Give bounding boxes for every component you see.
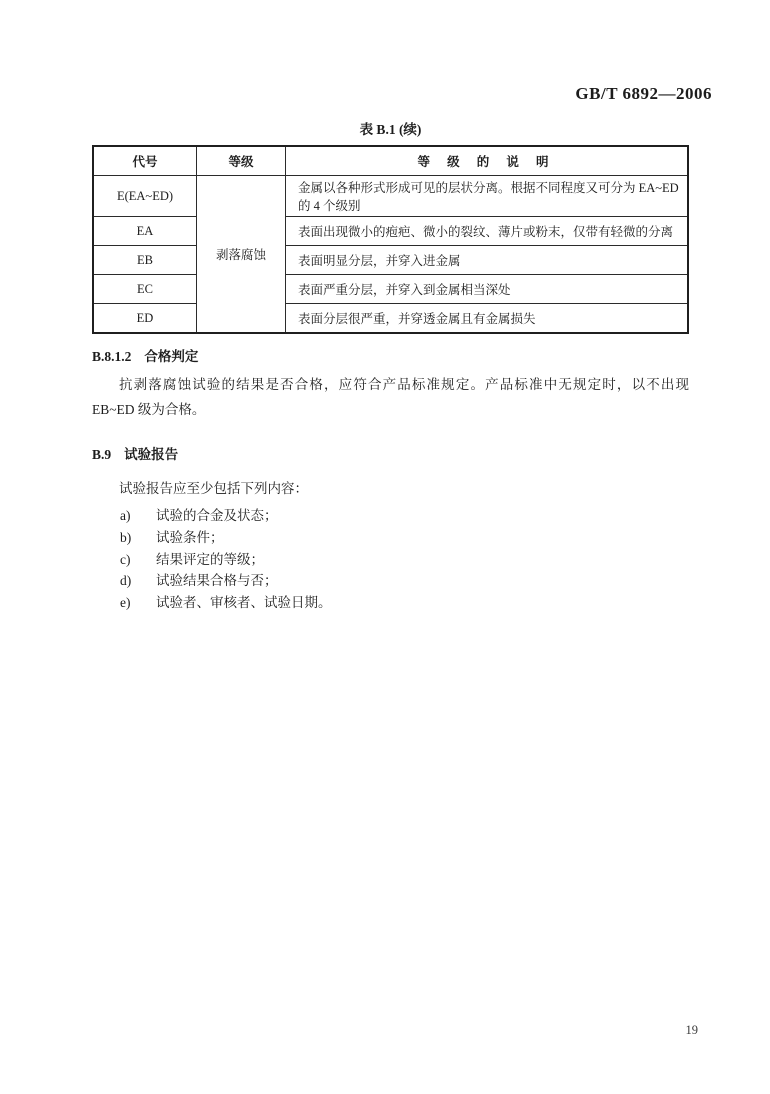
- section-b812: [92, 345, 689, 422]
- col-header-description: 等 级 的 说 明: [286, 146, 689, 176]
- page-content: [92, 118, 689, 614]
- page-number: 19: [685, 1023, 698, 1037]
- table-row: [93, 304, 688, 334]
- description-cell: 表面出现微小的疱疤、微小的裂纹、薄片或粉末，仅带有轻微的分离: [286, 217, 689, 246]
- section-number: B.9: [92, 447, 112, 462]
- list-marker: e): [120, 595, 131, 611]
- list-marker: a): [120, 508, 131, 523]
- table-header-row: [93, 146, 688, 176]
- table-row: [93, 217, 688, 246]
- list-marker: d): [120, 573, 132, 589]
- section-heading: [92, 345, 689, 365]
- table-row: [93, 275, 688, 304]
- code-cell: EA: [93, 217, 197, 246]
- list-text: 试验条件；: [156, 529, 224, 545]
- description-cell: 金属以各种形式形成可见的层状分离。根据不同程度又可分为 EA~ED 的 4 个级别: [286, 176, 689, 217]
- description-cell: 表面严重分层，并穿入到金属相当深处: [286, 275, 689, 304]
- table-row: [93, 176, 688, 217]
- col-header-grade: 等级: [197, 146, 286, 176]
- list-item: [92, 505, 689, 527]
- standard-number: GB/T 6892—2006: [575, 84, 712, 103]
- table-row: [93, 246, 688, 275]
- section-paragraph: 抗剥落腐蚀试验的结果是否合格，应符合产品标准规定。产品标准中无规定时，以不出现 EB~ED 级为合格。: [92, 377, 689, 417]
- list-text: 试验的合金及状态；: [156, 508, 278, 523]
- list-marker: b): [120, 529, 132, 545]
- code-cell: ED: [93, 304, 197, 334]
- code-cell: EC: [93, 275, 197, 304]
- grade-table: [92, 145, 689, 334]
- list-item: [92, 592, 689, 614]
- report-item-list: [92, 505, 689, 614]
- list-text: 结果评定的等级；: [156, 551, 264, 567]
- list-intro: 试验报告应至少包括下列内容：: [119, 481, 308, 496]
- list-text: 试验结果合格与否；: [156, 573, 278, 589]
- grade-merged-cell: 剥落腐蚀: [197, 176, 286, 334]
- section-number: B.8.1.2: [92, 349, 132, 364]
- description-cell: 表面分层很严重，并穿透金属且有金属损失: [286, 304, 689, 334]
- section-title: 合格判定: [144, 349, 199, 364]
- col-header-code: 代号: [93, 146, 197, 176]
- list-item: [92, 549, 689, 571]
- list-item: [92, 527, 689, 549]
- description-cell: 表面明显分层，并穿入进金属: [286, 246, 689, 275]
- section-heading: [92, 443, 689, 463]
- section-b9: [92, 443, 689, 614]
- list-text: 试验者、审核者、试验日期。: [156, 595, 332, 611]
- code-cell: E(EA~ED): [93, 176, 197, 217]
- list-item: [92, 570, 689, 592]
- list-marker: c): [120, 551, 131, 567]
- code-cell: EB: [93, 246, 197, 275]
- table-title: 表 B.1 (续): [359, 122, 422, 137]
- section-title: 试验报告: [124, 447, 179, 462]
